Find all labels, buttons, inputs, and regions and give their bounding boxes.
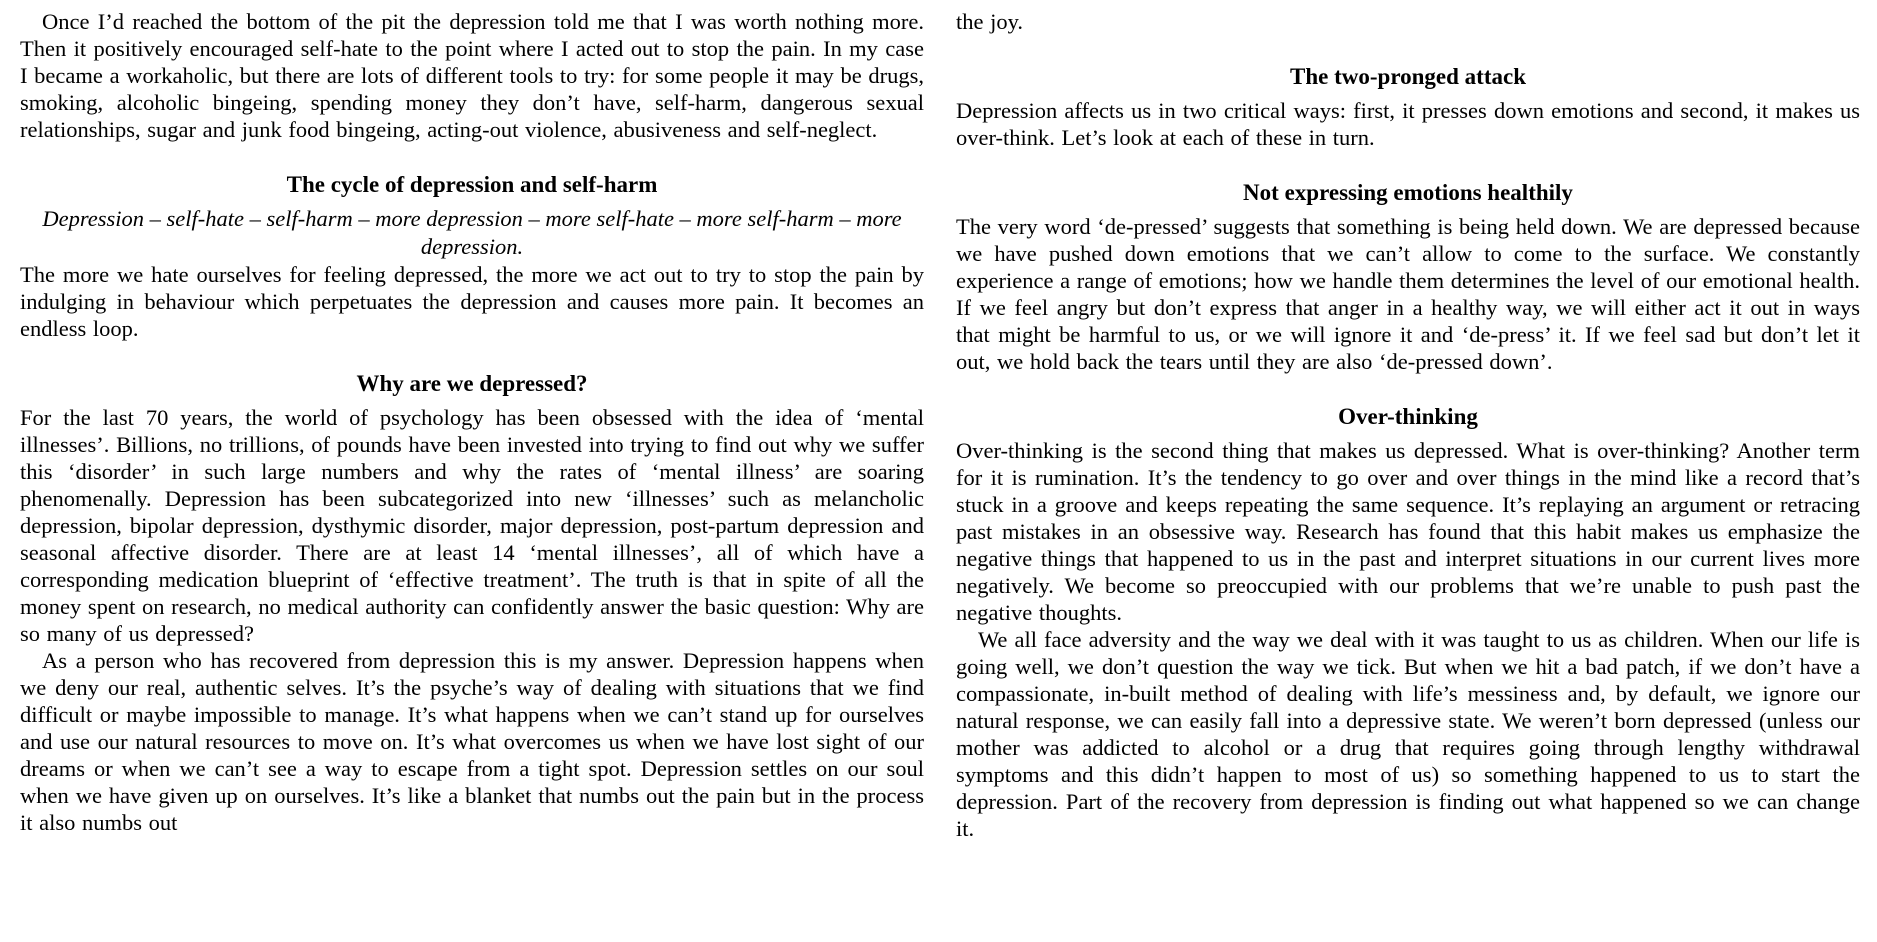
- text-column-left: [20, 8, 924, 942]
- text-column-right: [956, 8, 1860, 942]
- paragraph-rumination: Over-thinking is the second thing that makes us depressed. What is over-thinking? Another term for it is rumination. It’s the tendency to go over and over things in the mind like a record that’s stuck in a groove and keeps repeating the same sequence. It’s replaying an argument or retracing past mistakes in an obsessive way. Research has found that this habit makes us emphasize the negative things that happened to us in the past and interpret situations in our current lives more negatively. We become so preoccupied with our problems that we’re unable to push past the negative thoughts.: [956, 438, 1860, 625]
- heading-two-pronged-attack: The two-pronged attack: [1290, 64, 1526, 89]
- paragraph-de-pressed: The very word ‘de-pressed’ suggests that something is being held down. We are depressed because we have pushed down emotions that we can’t allow to come to the surface. We constantly experience a range of emotions; how we handle them determines the level of our emotional health. If we feel angry but don’t express that anger in a healthy way, we will either act it out in ways that might be harmful to us, or we will ignore it and ‘de-press’ it. If we feel sad but don’t let it out, we hold back the tears until they are also ‘de-pressed down’.: [956, 214, 1860, 374]
- paragraph-we-all-face-adversity: We all face adversity and the way we deal with it was taught to us as children. When our life is going well, we don’t question the way we tick. But when we hit a bad patch, if we don’t have a compassionate, in-built method of dealing with life’s messiness and, by default, we ignore our natural response, we can easily fall into a depressive state. We weren’t born depressed (unless our mother was addicted to alcohol or a drug that requires going through lengthy withdrawal symptoms and this didn’t happen to most of us) so something happened to us to start the depression. Part of the recovery from depression is finding out what happened so we can change it.: [956, 627, 1860, 841]
- heading-not-expressing-emotions-healthily: Not expressing emotions healthily: [1243, 180, 1573, 205]
- paragraph-recovered-answer: As a person who has recovered from depression this is my answer. Depression happens when we deny our real, authentic selves. It’s the psyche’s way of dealing with situations that we find difficult or maybe impossible to manage. It’s what happens when we can’t stand up for ourselves and use our natural resources to move on. It’s what overcomes us when we have lost sight of our dreams or when we can’t see a way to escape from a tight spot. Depression settles on our soul when we have given up on ourselves. It’s like a blanket that numbs out the pain but in the process it also numbs out: [20, 648, 924, 835]
- paragraph-bottom-of-the-pit: Once I’d reached the bottom of the pit the depression told me that I was worth nothing more. Then it positively encouraged self-hate to the point where I acted out to stop the pain. In my case I became a workaholic, but there are lots of different tools to try: for some people it may be drugs, smoking, alcoholic bingeing, spending money they don’t have, self-harm, dangerous sexual relationships, sugar and junk food bingeing, acting-out violence, abusiveness and self-neglect.: [20, 9, 924, 142]
- heading-over-thinking: Over-thinking: [1338, 404, 1478, 429]
- paragraph-two-critical-ways: Depression affects us in two critical ways: first, it presses down emotions and second, it makes us over-think. Let’s look at each of these in turn.: [956, 98, 1860, 150]
- paragraph-mental-illnesses: For the last 70 years, the world of psychology has been obsessed with the idea of ‘mental illnesses’. Billions, no trillions, of pounds have been invested into trying to find out why we suffer this ‘disorder’ in such large numbers and why the rates of ‘mental illness’ are soaring phenomenally. Depression has been subcategorized into new ‘illnesses’ such as melancholic depression, bipolar depression, dysthymic disorder, major depression, post-partum depression and seasonal affective disorder. There are at least 14 ‘mental illnesses’, all of which have a corresponding medication blueprint of ‘effective treatment’. The truth is that in spite of all the money spent on research, no medical authority can confidently answer the basic question: Why are so many of us depressed?: [20, 405, 924, 646]
- paragraph-the-joy: the joy.: [956, 9, 1024, 34]
- heading-cycle-of-depression-and-self-harm: The cycle of depression and self-harm: [286, 172, 658, 197]
- heading-why-are-we-depressed: Why are we depressed?: [356, 371, 588, 396]
- paragraph-endless-loop: The more we hate ourselves for feeling depressed, the more we act out to try to stop the pain by indulging in behaviour which perpetuates the depression and causes more pain. It becomes an endless loop.: [20, 262, 924, 341]
- epigraph-depression-cycle: Depression – self-hate – self-harm – more depression – more self-hate – more self-harm – more depression.: [42, 206, 902, 259]
